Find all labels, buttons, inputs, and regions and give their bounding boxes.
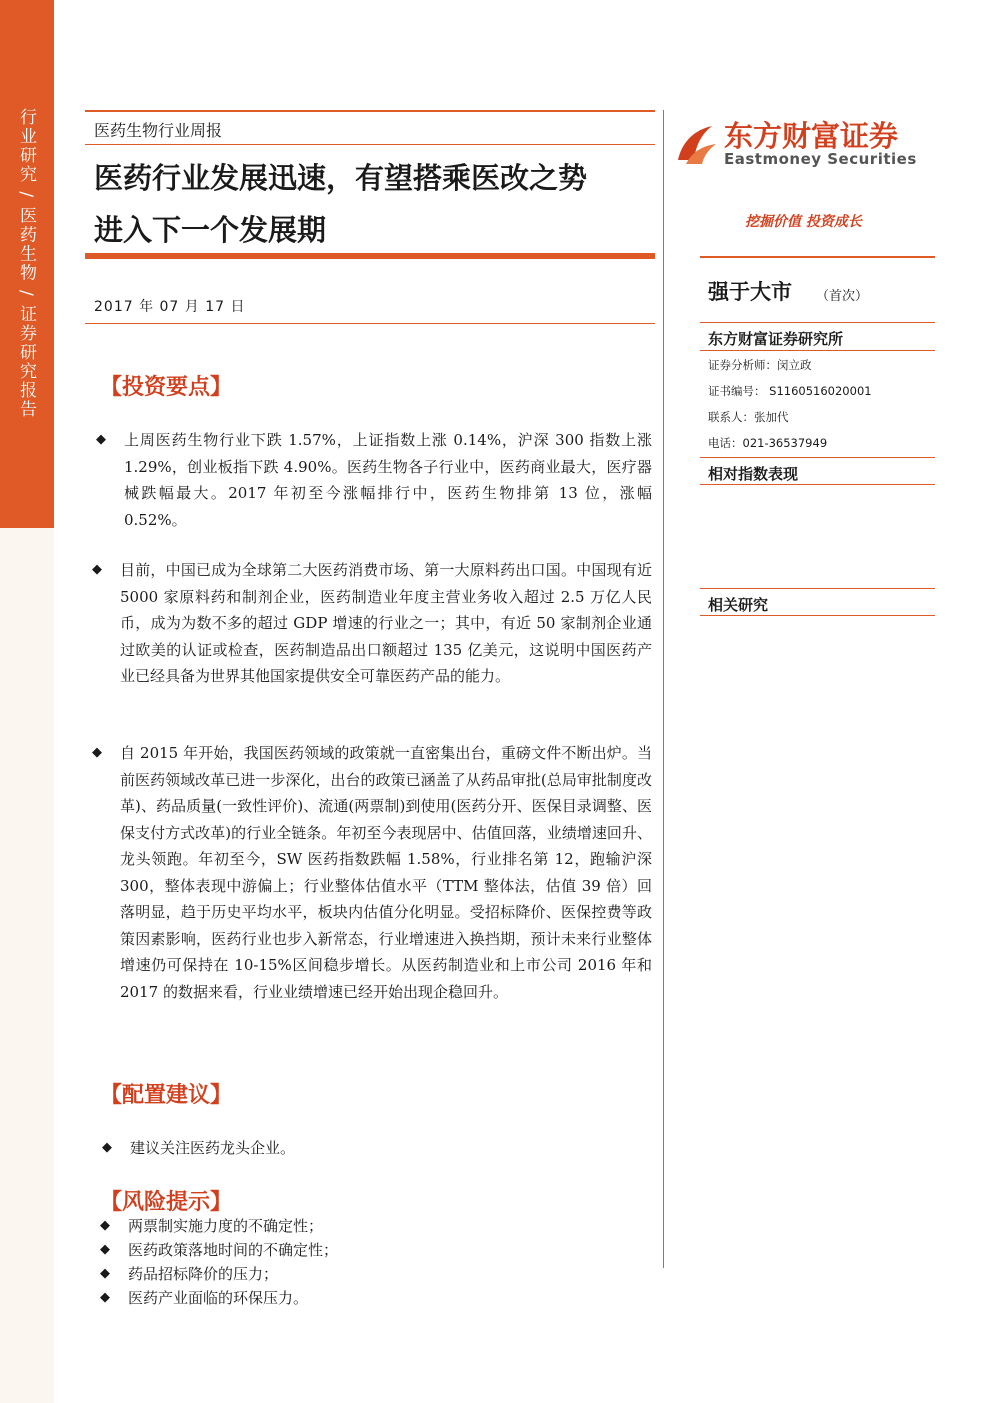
rating-note: （首次） <box>816 289 869 304</box>
list-item: ◆ 两票制实施力度的不确定性； <box>128 1213 648 1240</box>
diamond-bullet-icon: ◆ <box>100 1266 110 1281</box>
institute-name: 东方财富证券研究所 <box>708 330 844 348</box>
brand-name-en: Eastmoney Securities <box>724 150 917 168</box>
title-rule <box>85 253 655 259</box>
brand-logo <box>672 110 922 180</box>
list-item: ◆ 药品招标降价的压力； <box>128 1261 648 1288</box>
rating-bottom-rule <box>700 322 935 323</box>
diamond-bullet-icon: ◆ <box>96 432 106 447</box>
relative-index-top-rule <box>700 457 935 458</box>
section-heading-investment: 【投资要点】 <box>100 374 233 400</box>
column-divider <box>663 110 664 1268</box>
contact-name: 联系人：张加代 <box>708 410 789 424</box>
related-research-top-rule <box>700 588 935 589</box>
date-rule <box>85 323 655 324</box>
report-type: 医药生物行业周报 <box>94 121 223 140</box>
diamond-bullet-icon: ◆ <box>100 1218 110 1233</box>
section-heading-allocation: 【配置建议】 <box>100 1082 233 1108</box>
sidebar <box>0 0 54 1403</box>
contact-phone: 电话：021-36537949 <box>708 436 828 450</box>
report-date: 2017 年 07 月 17 日 <box>94 299 246 315</box>
analyst-cert: 证书编号： S1160516020001 <box>708 384 872 398</box>
section-heading-risk: 【风险提示】 <box>100 1189 233 1215</box>
diamond-bullet-icon: ◆ <box>92 745 102 760</box>
related-research-heading: 相关研究 <box>708 596 769 614</box>
diamond-bullet-icon: ◆ <box>100 1290 110 1305</box>
diamond-bullet-icon: ◆ <box>100 1242 110 1257</box>
related-research-bottom-rule <box>700 615 935 616</box>
report-type-rule <box>85 144 655 145</box>
list-item: ◆ 目前，中国已成为全球第二大医药消费市场、第一大原料药出口国。中国现有近 5000 家原料药和制剂企业，医药制造业年度主营业务收入超过 2.5 万亿人民币，成为为数不多的超过 GDP 增速的行业之一；其中，有近 50 家制剂企业通过欧美的认证或检查，医药制造品出口额超过 135 亿美元，这说明中国医药产业已经具备为世界其他国家提供安全可靠医药产品的能力。 <box>120 557 652 690</box>
rating-top-rule <box>700 256 935 258</box>
relative-index-bottom-rule <box>700 484 935 485</box>
analyst-name: 证券分析师：闵立政 <box>708 358 812 372</box>
brand-name-cn: 东方财富证券 <box>724 119 899 153</box>
diamond-bullet-icon: ◆ <box>102 1140 112 1155</box>
brand-emblem-icon <box>672 114 722 174</box>
diamond-bullet-icon: ◆ <box>92 562 102 577</box>
relative-index-heading: 相对指数表现 <box>708 465 799 483</box>
title-line-2: 进入下一个发展期 <box>94 213 327 247</box>
institute-rule <box>700 350 935 351</box>
title-line-1: 医药行业发展迅速，有望搭乘医改之势 <box>94 161 588 195</box>
list-item: ◆ 医药政策落地时间的不确定性； <box>128 1237 648 1264</box>
brand-slogan: 挖掘价值 投资成长 <box>745 214 862 230</box>
report-title <box>94 152 654 256</box>
top-rule <box>85 110 655 112</box>
rating-label: 强于大市 <box>708 280 792 304</box>
list-item: ◆ 上周医药生物行业下跌 1.57%，上证指数上涨 0.14%，沪深 300 指数上涨 1.29%，创业板指下跌 4.90%。医药生物各子行业中，医药商业最大，医疗器械跌幅最大。2017 年初至今涨幅排行中，医药生物排第 13 位，涨幅 0.52%。 <box>124 427 652 533</box>
list-item: ◆ 医药产业面临的环保压力。 <box>128 1285 648 1312</box>
sidebar-category-text: 行业研究 / 医药生物 / 证券研究报告 <box>16 108 36 420</box>
list-item: ◆ 建议关注医药龙头企业。 <box>130 1135 650 1162</box>
list-item: ◆ 自 2015 年开始，我国医药领域的政策就一直密集出台，重磅文件不断出炉。当前医药领域改革已进一步深化，出台的政策已涵盖了从药品审批(总局审批制度改革)、药品质量(一致性评价)、流通(两票制)到使用(医药分开、医保目录调整、医保支付方式改革)的行业全链条。年初至今表现居中、估值回落，业绩增速回升、龙头领跑。年初至今，SW 医药指数跌幅 1.58%，行业排名第 12，跑输沪深 300，整体表现中游偏上；行业整体估值水平（TTM 整体法，估值 39 倍）回落明显，趋于历史平均水平，板块内估值分化明显。受招标降价、医保控费等政策因素影响，医药行业也步入新常态，行业增速进入换挡期，预计未来行业整体增速仍可保持在 10-15%区间稳步增长。从医药制造业和上市公司 2016 年和 2017 的数据来看，行业业绩增速已经开始出现企稳回升。 <box>120 740 652 1005</box>
